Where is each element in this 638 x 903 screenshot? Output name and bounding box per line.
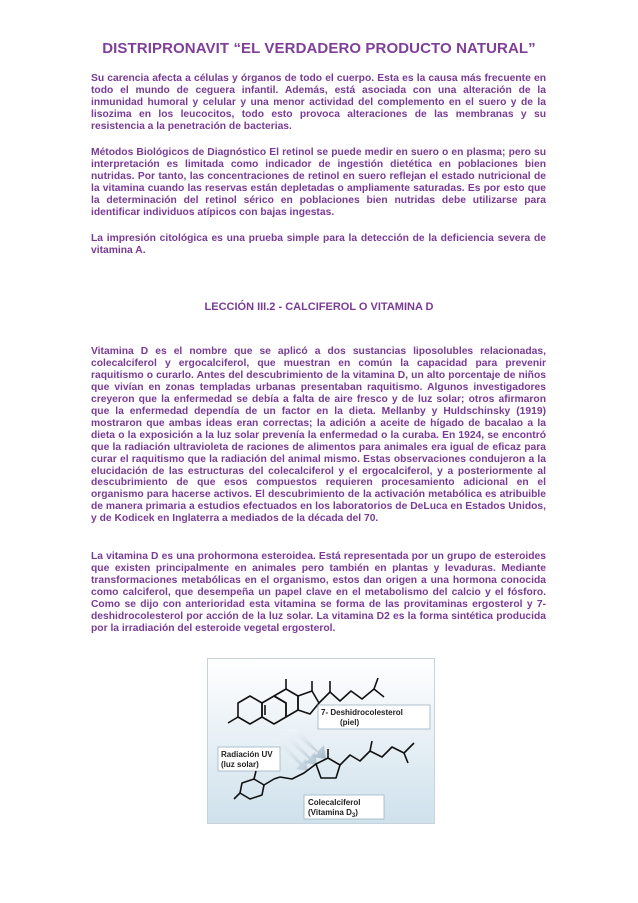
document-title: DISTRIPRONAVIT “EL VERDADERO PRODUCTO NATURAL” [102,40,536,57]
label-vitamin-d3-subscript: 3 [351,813,356,819]
vitamin-d-synthesis-figure [207,658,435,824]
paragraph-cytologic-test: La impresión citológica es una prueba simple para la detección de la deficiencia severa de vitamina A. [91,233,546,256]
label-uv-radiation: Radiación UV [221,750,273,759]
label-skin: (piel) [340,718,360,727]
paragraph-vitamin-a-deficiency: Su carencia afecta a células y órganos de todo el cuerpo. Esta es la causa más frecuente en todo el mundo de ceguera infantil. Además, está asociada con una alteración de la inmunidad humoral y celular y una menor actividad del complemento en el suero y de la lisozima en los leucocitos, todo esto provoca alteraciones de las membranas y su resistencia a la penetración de bacterias. [91,73,546,132]
label-sunlight: (luz solar) [221,760,259,769]
label-dehydrocholesterol: 7- Deshidrocolesterol [321,708,403,717]
label-cholecalciferol: Colecalciferol [308,798,361,807]
paragraph-vitamin-d-prohormone: La vitamina D es una prohormona esteroidea. Está representada por un grupo de esteroides que existen principalmente en animales pero también en plantas y levaduras. Mediante transformaciones metabólicas en el organismo, estos dan origen a una hormona conocida como calciferol, que desempeña un papel clave en el metabolismo del calcio y el fósforo. Como se dijo con anterioridad esta vitamina se forma de las provitaminas ergosterol y 7-deshidrocolesterol por acción de la luz solar. La vitamina D2 es la forma sintética producida por la irradiación del esteroide vegetal ergosterol. [91,551,546,634]
section-heading: LECCIÓN III.2 - CALCIFEROL O VITAMINA D [204,301,434,313]
vitamin-d-synthesis-diagram [208,659,434,823]
label-vitamin-d3-text: (Vitamina D [308,808,352,817]
paragraph-vitamin-d-history: Vitamina D es el nombre que se aplicó a dos sustancias liposolubles relacionadas, colecalciferol y ergocalciferol, que muestran en común la capacidad para prevenir raquitismo o curarlo. Antes del descubrimiento de la vitamina D, un alto porcentaje de niños que vivían en zonas templadas urbanas presentaban raquitismo. Algunos investigadores creyeron que la enfermedad se debía a falta de aire fresco y de luz solar; otros afirmaron que la enfermedad dependía de un factor en la dieta. Mellanby y Huldschinsky (1919) mostraron que ambas ideas eran correctas; la adición a aceite de hígado de bacalao a la dieta o la exposición a la luz solar prevenía la enfermedad o la curaba. En 1924, se encontró que la radiación ultravioleta de raciones de alimentos para animales era igual de eficaz para curar el raquitismo que la radiación del animal mismo. Estas observaciones condujeron a la elucidación de las estructuras del colecalciferol y el ergocalciferol, y a posteriormente al descubrimiento de que esos compuestos requieren procesamiento adicional en el organismo para hacerse activos. El descubrimiento de la activación metabólica es atribuible de manera primaria a estudios efectuados en los laboratorios de DeLuca en Estados Unidos, y de Kodicek en Inglaterra a mediados de la década del 70. [91,346,546,525]
label-vitamin-d3-close: ) [355,808,358,817]
paragraph-diagnostic-methods: Métodos Biológicos de Diagnóstico El retinol se puede medir en suero o en plasma; pero su interpretación es limitada como indicador de ingestión dietética en poblaciones bien nutridas. Por tanto, las concentraciones de retinol en suero reflejan el estado nutricional de la vitamina cuando las reservas están depletadas o ampliamente saturadas. Es por esto que la determinación del retinol sérico en poblaciones bien nutridas debe utilizarse para identificar individuos atípicos con bajas ingestas. [91,147,546,218]
